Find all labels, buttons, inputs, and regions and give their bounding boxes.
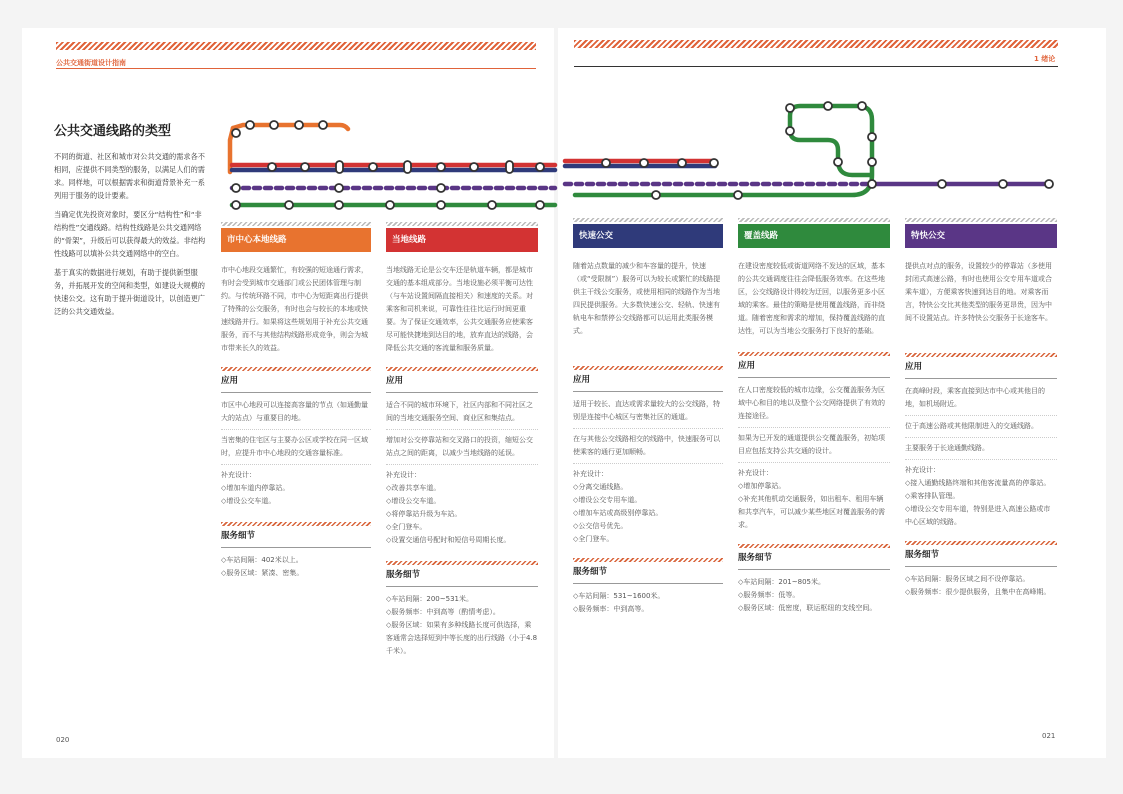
application-item: 主要服务于长途通勤线路。 <box>905 442 1057 460</box>
extra-design-item: ◇增加停靠站。 <box>738 482 786 490</box>
service-item: ◇服务区域：紧凑、密集。 <box>221 569 304 577</box>
extra-design-item: ◇增设公交车道。 <box>221 497 276 505</box>
column-description: 随着站点数量的减少和车容量的提升，快速（或“受限制”）服务可以为较长或繁忙的线路提供主干线公交服务，或使用相同的线路作为当地四民提供服务。大多数快速公交、轻轨、快速有轨电车和禁停公交线路都可以运用此类服务模式。 <box>573 262 721 335</box>
section-heading: 应用 <box>386 365 538 393</box>
station-marker <box>232 129 240 137</box>
application-item: 在与其他公交线路相交的线路中，快速服务可以使乘客的通行更加顺畅。 <box>573 433 723 464</box>
section-heading: 服务细节 <box>221 520 371 548</box>
banner-downtown: 市中心本地线路 <box>221 228 371 252</box>
extra-design-item: ◇增加车站或高级别停靠站。 <box>573 509 663 517</box>
station-marker <box>470 163 478 171</box>
intro-paragraph: 当确定优先投资对象时，要区分“结构性”和“非结构性”交通线路。结构性线路是公共交通网络的“骨架”，升级后可以获得最大的效益。非结构性线路可以填补公共交通网络中的空白。 <box>54 210 206 258</box>
extra-design-item: ◇公交信号优先。 <box>573 522 628 530</box>
station-marker <box>369 163 377 171</box>
station-marker <box>335 184 343 192</box>
extra-design-title: 补充设计： <box>573 470 608 478</box>
station-marker <box>270 121 278 129</box>
station-marker <box>786 104 794 112</box>
application-item: 在高峰时段，乘客直接到达市中心或其他目的地，如机场附近。 <box>905 385 1057 416</box>
extra-design-item: ◇增设公交专用车道，特别是进入高速公路或市中心区域的线路。 <box>905 505 1051 526</box>
application-item: 增加对公交停靠站和交叉路口的投资，缩短公交站点之间的距离，以减少当地线路的延误。 <box>386 434 538 465</box>
application-item: 适合不同的城市环境下，社区内部和不同社区之间的当地交通服务空间、商业区和集结点。 <box>386 399 538 430</box>
application-item: 适用于较长、直达或需求量较大的公交线路，特别是连接中心城区与密集社区的通道。 <box>573 398 723 429</box>
section-heading: 服务细节 <box>573 556 723 584</box>
section-heading: 应用 <box>905 351 1057 379</box>
application-item: 如果为已开发的通道提供公交覆盖服务，初始项目应包括支持公共交通的设计。 <box>738 432 890 463</box>
station-marker <box>710 159 718 167</box>
station-marker <box>232 201 240 209</box>
section-heading: 应用 <box>573 364 723 392</box>
extra-design-title: 补充设计： <box>221 471 256 479</box>
section-heading: 服务细节 <box>905 539 1057 567</box>
banner-local: 当地线路 <box>386 228 538 252</box>
running-header: 1 绪论 <box>1034 55 1056 63</box>
station-marker <box>652 191 660 199</box>
service-item: ◇车站间隔：402米以上。 <box>221 556 303 564</box>
running-header: 公共交通街道设计指南 <box>56 59 126 67</box>
station-marker <box>268 163 276 171</box>
station-marker <box>536 201 544 209</box>
station-marker <box>834 158 842 166</box>
service-item: ◇服务频率：很少提供服务，且集中在高峰期。 <box>905 588 1051 596</box>
intro-paragraph: 基于真实的数据进行规划，有助于提供新型服务，并拓展开发的空间和类型，如建设大规模的快速公交。这有助于提升街道设计，以创造更广泛的公共交通效益。 <box>54 268 205 316</box>
extra-design-item: ◇补充其他机动交通服务，如出租车、租用车辆和共享汽车，可以减少某些地区对覆盖服务的需求。 <box>738 495 885 529</box>
station-marker <box>506 161 513 173</box>
section-heading: 应用 <box>738 350 890 378</box>
station-marker <box>386 201 394 209</box>
page-title: 公共交通线路的类型 <box>54 124 172 139</box>
extra-design-title: 补充设计： <box>738 469 773 477</box>
column-description: 当地线路无论是公交车还是轨道车辆，都是城市交通的基本组成部分。当地设施必须平衡可达性（与车站设置间隔直接相关）和速度的关系。对乘客和司机来说，可靠性往往比运行时间更重要。为了保证交通效率，公共交通服务应使乘客尽可能快捷地到达目的地，放弃直达的线路，会降低公共交通的客流量和服务质量。 <box>386 266 533 352</box>
station-marker <box>824 102 832 110</box>
intro-paragraph: 不同的街道、社区和城市对公共交通的需求各不相同，应提供不同类型的服务，以满足人们的需求。同样地，可以根据需求和街道背景补充一系列用于服务的设计要素。 <box>54 152 205 200</box>
section-heading: 服务细节 <box>386 559 538 587</box>
column-description: 提供点对点的服务，设置较少的停靠站（多使用封闭式高速公路，有时也使用公交专用车道或合乘车道），方便乘客快速到达目的地。对乘客而言，特快公交比其他类型的服务更昂贵，因为中间不设置站点。许多特快公交服务于长途客车。 <box>905 262 1052 322</box>
column-coverage <box>738 224 890 615</box>
service-item: ◇服务区域：低密度，联运枢纽的支线空间。 <box>738 604 877 612</box>
column-downtown <box>221 228 371 580</box>
extra-design-item: ◇设置交通信号配时和短信号周期长度。 <box>386 536 511 544</box>
station-marker <box>335 201 343 209</box>
station-marker <box>301 163 309 171</box>
extra-design-item: ◇增加车道内停靠站。 <box>221 484 290 492</box>
application-item: 在人口密度较低的城市边缘，公交覆盖服务为区域中心和目的地以及整个公交网络提供了有效的连接途径。 <box>738 384 890 428</box>
station-marker <box>285 201 293 209</box>
station-marker <box>786 127 794 135</box>
station-marker <box>437 163 445 171</box>
station-marker <box>437 201 445 209</box>
application-item: 位于高速公路或其他限制进入的交通线路。 <box>905 420 1057 438</box>
station-marker <box>734 191 742 199</box>
column-description: 在建设密度较低或街道网络不发达的区域，基本的公共交通调度往往会降低服务效率。在这些地区，公交线路设计得较为迂回，以服务更多小区域的乘客。最佳的策略是使用覆盖线路，而非绕道。随着密度和需求的增加，保持覆盖线路的直达性，可以为当地公交服务打下良好的基础。 <box>738 262 885 335</box>
section-heading: 服务细节 <box>738 542 890 570</box>
service-item: ◇车站间隔：201~805米。 <box>738 578 825 586</box>
application-item: 市区中心地段可以连接高容量的节点（如通勤量大的站点）与重要目的地。 <box>221 399 371 430</box>
column-local <box>386 228 538 658</box>
extra-design-item: ◇增设公交专用车道。 <box>573 496 642 504</box>
station-marker <box>640 159 648 167</box>
station-marker <box>868 158 876 166</box>
station-marker <box>678 159 686 167</box>
station-marker <box>536 163 544 171</box>
station-marker <box>336 161 343 173</box>
extra-design-item: ◇乘客排队管理。 <box>905 492 960 500</box>
station-marker <box>938 180 946 188</box>
service-item: ◇服务频率：中到高等。 <box>573 605 649 613</box>
column-express <box>573 224 723 616</box>
station-marker <box>232 184 240 192</box>
page-number: 020 <box>56 736 70 744</box>
banner-express: 快速公交 <box>573 224 723 248</box>
application-item: 当密集的住宅区与主要办公区或学校在同一区域时，应提升市中心地段的交通容量标准。 <box>221 434 371 465</box>
station-marker <box>488 201 496 209</box>
extra-design-item: ◇全门登车。 <box>573 535 614 543</box>
station-marker <box>319 121 327 129</box>
station-marker <box>437 184 445 192</box>
extra-design-item: ◇改善共享车道。 <box>386 484 441 492</box>
column-description: 市中心地段交通繁忙，有较强的短途通行需求，有时会受到城市交通部门或公民团体管理与制约。与传统环路不同，市中心为短距离出行提供了特殊的公交服务，有时也会与较长的本地或快速线路并行。如果将这些规划用于补充公共交通服务，而不与其他结构线路形成竞争，则会为城市带来长久的效益。 <box>221 266 368 352</box>
station-marker <box>999 180 1007 188</box>
station-marker <box>858 102 866 110</box>
service-item: ◇车站间隔：531~1600米。 <box>573 592 665 600</box>
extra-design-item: ◇将停靠站升级为车站。 <box>386 510 462 518</box>
service-item: ◇服务频率：低等。 <box>738 591 800 599</box>
station-marker <box>404 161 411 173</box>
station-marker <box>868 133 876 141</box>
station-marker <box>1045 180 1053 188</box>
column-commuter-express <box>905 224 1057 599</box>
section-heading: 应用 <box>221 365 371 393</box>
service-item: ◇车站间隔：200~531米。 <box>386 595 473 603</box>
extra-design-item: ◇分离交通线路。 <box>573 483 628 491</box>
station-marker <box>602 159 610 167</box>
extra-design-item: ◇增设公交车道。 <box>386 497 441 505</box>
banner-commuter-express: 特快公交 <box>905 224 1057 248</box>
extra-design-title: 补充设计： <box>905 466 940 474</box>
service-item: ◇车站间隔：服务区域之间不设停靠站。 <box>905 575 1030 583</box>
page-number: 021 <box>1042 732 1056 740</box>
extra-design-item: ◇全门登车。 <box>386 523 427 531</box>
banner-coverage: 覆盖线路 <box>738 224 890 248</box>
extra-design-title: 补充设计： <box>386 471 421 479</box>
service-item: ◇服务区域：如果有多种线路长度可供选择，乘客通常会选择短到中等长度的出行线路（小于4.8千米）。 <box>386 621 538 655</box>
service-item: ◇服务频率：中到高等（酌情考虑）。 <box>386 608 500 616</box>
station-marker <box>246 121 254 129</box>
extra-design-item: ◇接入通勤线路终端和其他客流量高的停靠站。 <box>905 479 1051 487</box>
station-marker <box>295 121 303 129</box>
station-marker <box>868 180 876 188</box>
